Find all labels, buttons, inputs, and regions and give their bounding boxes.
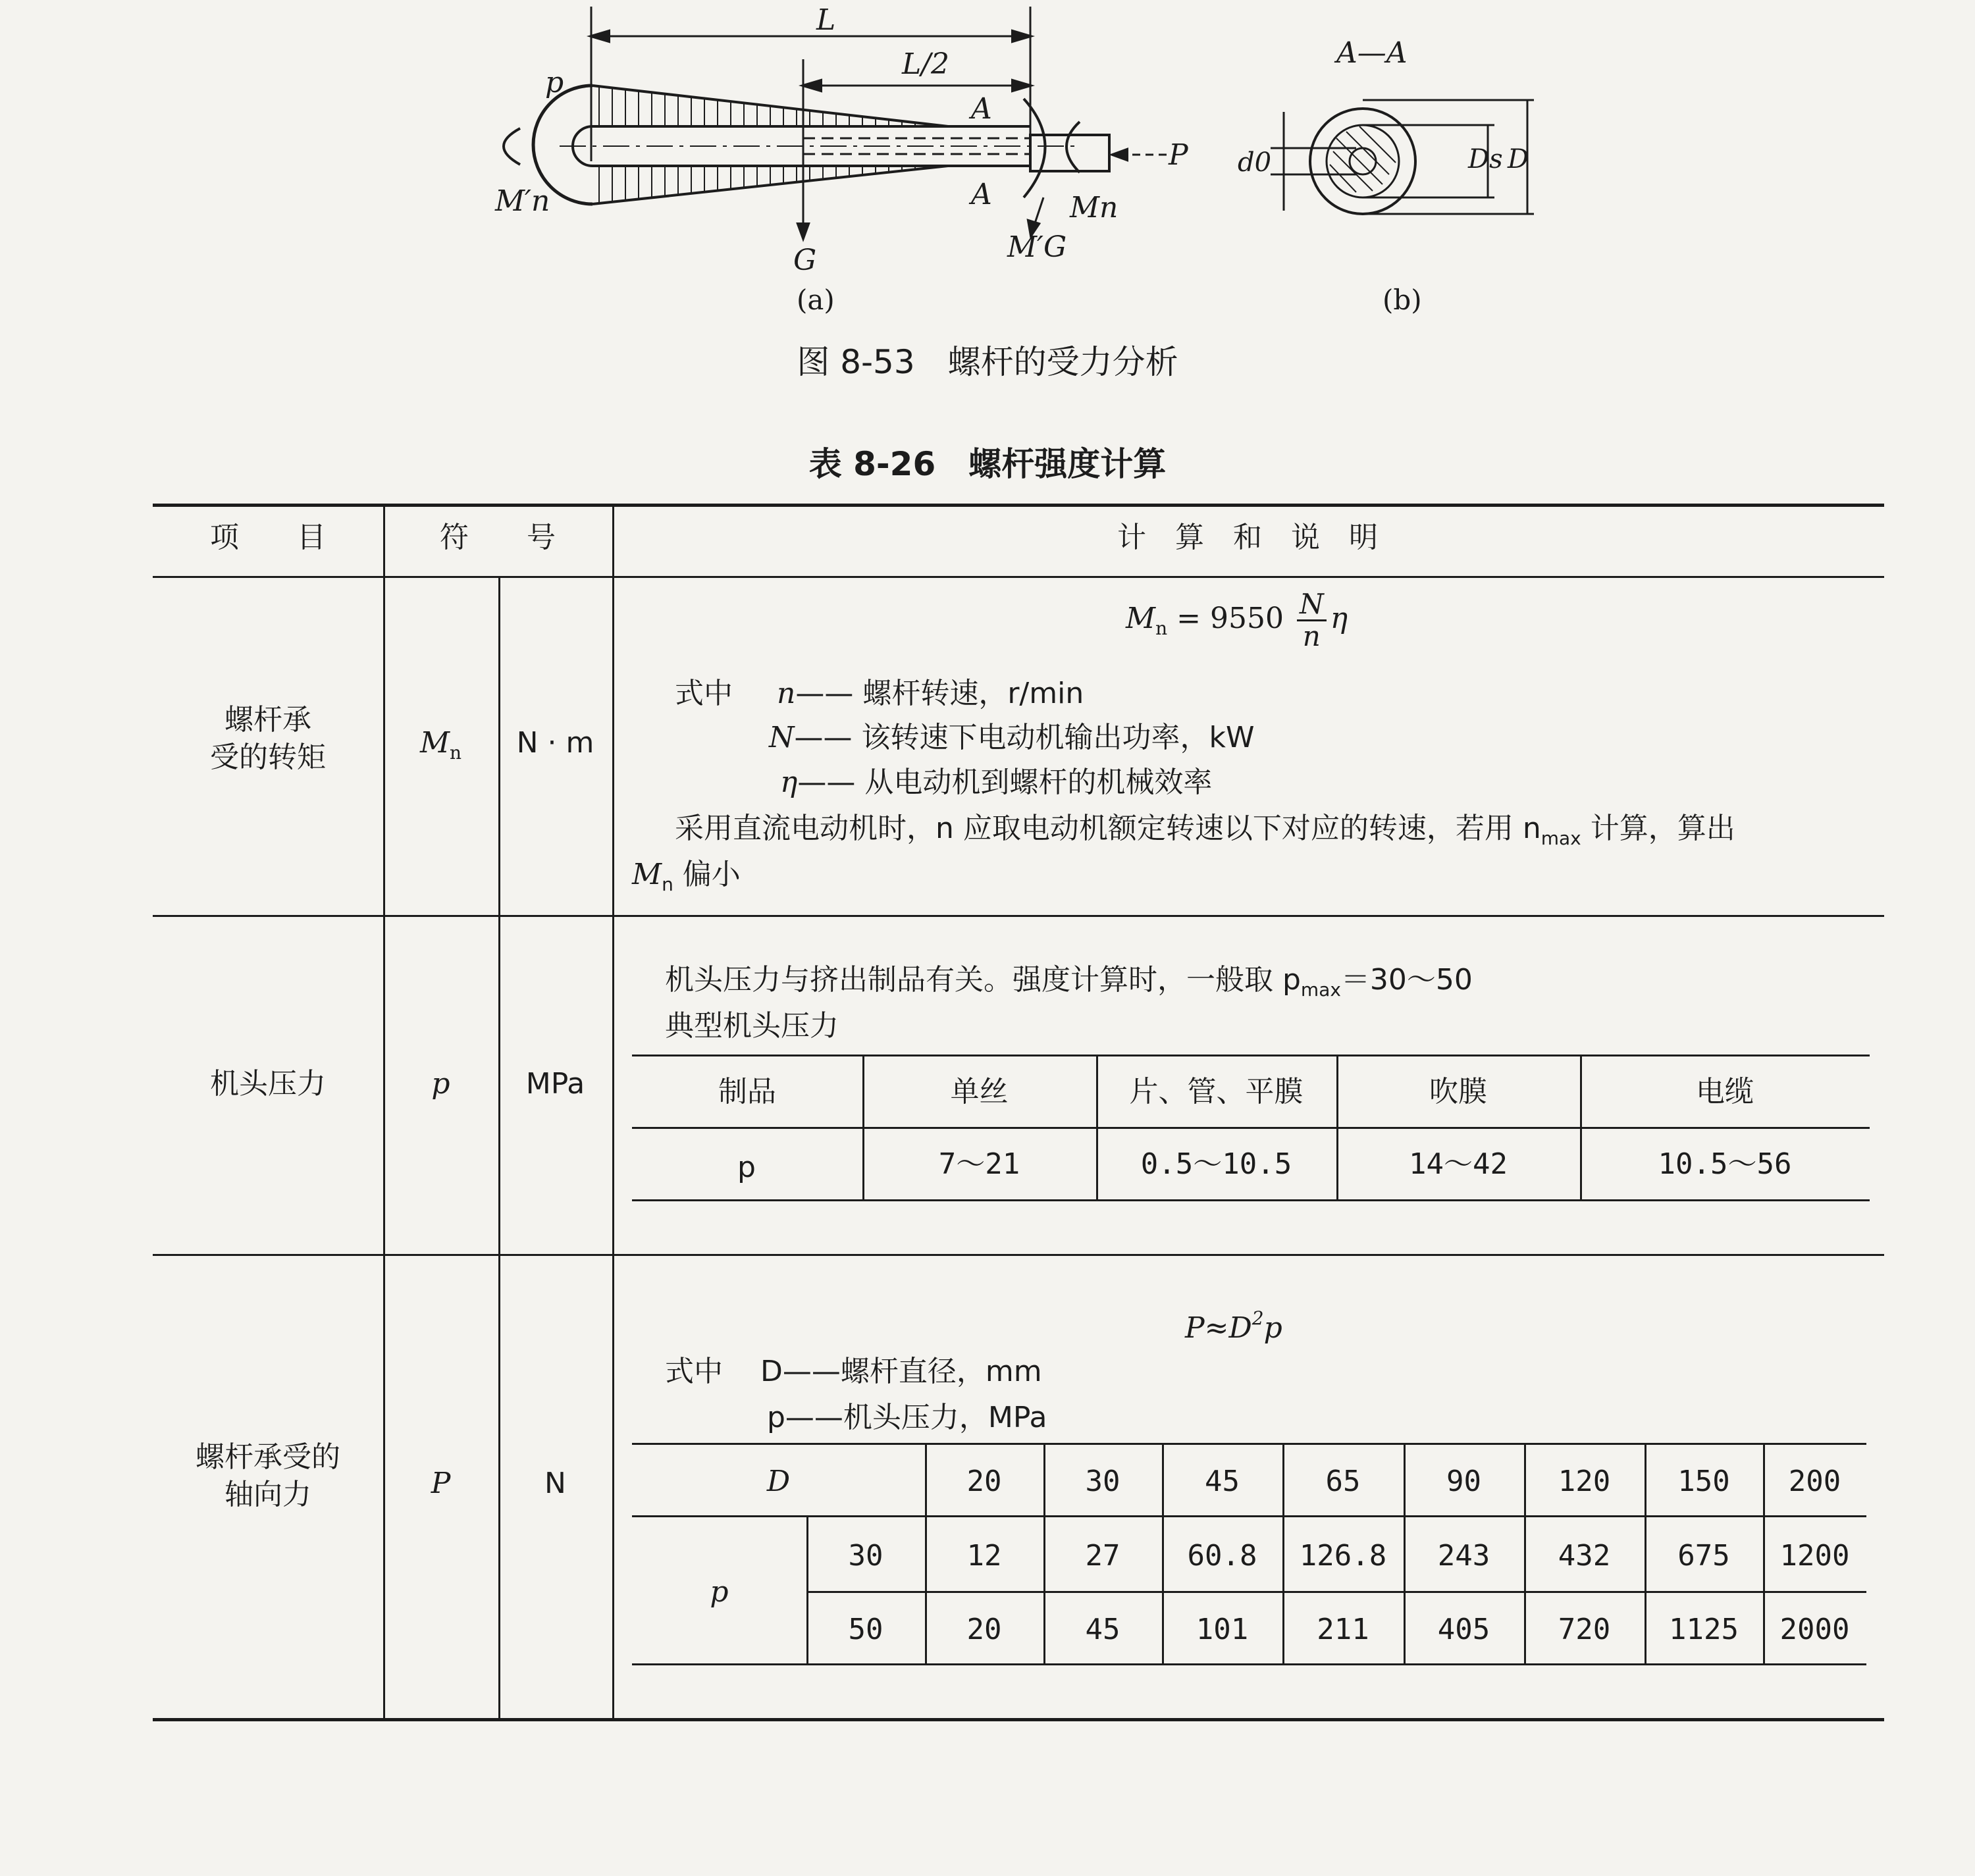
label-L-half: L/2: [902, 47, 950, 81]
note-part-b: 计算，算出: [1581, 812, 1735, 845]
row3-formula: [1185, 1307, 1282, 1347]
label-D: D: [1508, 144, 1529, 174]
axial-force-cell: 20: [966, 1613, 1002, 1646]
table-title: 表 8-26 螺杆强度计算: [808, 445, 1167, 483]
note-Mn-sub: n: [662, 873, 673, 895]
pressure-value-monofilament: 7～21: [938, 1147, 1020, 1181]
axial-p-label: p: [710, 1575, 729, 1609]
axial-force-cell: 27: [1085, 1539, 1120, 1573]
label-A-top: A: [971, 92, 992, 126]
row3-def2: p——机头压力，MPa: [767, 1401, 1047, 1434]
axial-force-cell: 211: [1317, 1613, 1369, 1646]
axial-p-value: 50: [848, 1613, 883, 1646]
def3-text: —— 从电动机到螺杆的机械效率: [797, 766, 1213, 799]
row2-item: 机头压力: [210, 1067, 326, 1101]
row1-symbol-main: M: [419, 726, 450, 760]
axial-D-value: 150: [1677, 1465, 1730, 1498]
axial-force-cell: 1125: [1669, 1613, 1739, 1646]
note-Mn: M: [632, 858, 662, 891]
pressure-header-cable: 电缆: [1696, 1075, 1754, 1108]
header-item: 项 目: [210, 521, 326, 554]
label-Mn-right: Mn: [1070, 191, 1119, 224]
row1-symbol: [383, 724, 498, 765]
row1-def3: [780, 764, 1212, 801]
row3-formula-main: P≈D: [1185, 1311, 1252, 1345]
row1-note-cont: [632, 856, 741, 897]
formula-denominator: n: [1302, 620, 1321, 653]
formula-Mn: M: [1126, 602, 1156, 636]
label-L: L: [816, 3, 836, 37]
def1-symbol: n: [777, 677, 796, 710]
row2-unit: MPa: [525, 1067, 585, 1101]
row1-def1: [777, 675, 1084, 712]
header-description: 计 算 和 说 明: [1117, 521, 1378, 554]
axial-D-value: 120: [1558, 1465, 1611, 1498]
note-sub: max: [1540, 827, 1581, 849]
axial-D-value: 90: [1446, 1465, 1481, 1498]
row2-line2: 典型机头压力: [665, 1009, 839, 1043]
axial-D-value: 45: [1205, 1465, 1240, 1498]
row1-item-line1: 螺杆承: [224, 703, 311, 737]
pressure-value-blown-film: 14～42: [1409, 1147, 1508, 1181]
row2-line1-b: ＝30～50: [1340, 963, 1473, 997]
axial-force-cell: 243: [1437, 1539, 1490, 1573]
header-symbol: 符 号: [440, 521, 556, 554]
row1-where: 式中: [675, 677, 733, 710]
row1-symbol-sub: n: [450, 742, 462, 764]
row1-note: [675, 810, 1880, 850]
axial-force-cell: 126.8: [1299, 1539, 1387, 1573]
row1-item-line2: 受的转矩: [210, 741, 326, 775]
pressure-header-monofilament: 单丝: [950, 1075, 1009, 1108]
row1-formula: [1126, 589, 1348, 652]
figure-caption: 图 8-53 螺杆的受力分析: [797, 343, 1178, 381]
axial-force-cell: 432: [1558, 1539, 1611, 1573]
pressure-header-sheet-pipe-film: 片、管、平膜: [1129, 1075, 1304, 1108]
formula-fraction: [1297, 589, 1327, 652]
axial-force-cell: 2000: [1779, 1613, 1850, 1646]
row3-unit: N: [544, 1467, 566, 1500]
note-part-a: 采用直流电动机时，n 应取电动机额定转速以下对应的转速，若用 n: [675, 812, 1541, 845]
label-Mn-left: M′n: [495, 184, 550, 218]
label-d0: d0: [1238, 147, 1272, 178]
pressure-header-blown-film: 吹膜: [1429, 1075, 1487, 1108]
axial-D-value: 30: [1085, 1465, 1120, 1498]
axial-D-value: 20: [966, 1465, 1002, 1498]
row2-line1-a: 机头压力与挤出制品有关。强度计算时，一般取 p: [665, 963, 1301, 997]
row3-symbol: P: [431, 1467, 451, 1500]
label-p: p: [545, 66, 564, 99]
formula-Mn-sub: n: [1155, 617, 1168, 640]
row2-symbol: p: [431, 1067, 450, 1101]
row3-item-line1: 螺杆承受的: [196, 1440, 340, 1474]
label-P: P: [1169, 138, 1188, 172]
axial-force-cell: 1200: [1779, 1539, 1850, 1573]
axial-D-value: 200: [1788, 1465, 1841, 1498]
label-A-bottom: A: [971, 178, 992, 211]
label-Ds: Ds: [1468, 144, 1503, 174]
axial-force-cell: 720: [1558, 1613, 1611, 1646]
row3-def1: D——螺杆直径，mm: [760, 1355, 1042, 1388]
formula-eta: η: [1330, 602, 1348, 636]
subfigure-b-label: (b): [1382, 284, 1422, 316]
subfigure-a-label: (a): [797, 284, 835, 316]
row1-def2: [769, 719, 1254, 756]
row3-formula-sup: 2: [1251, 1307, 1264, 1329]
axial-p-value: 30: [848, 1539, 883, 1573]
def1-text: —— 螺杆转速，r/min: [795, 677, 1084, 710]
pressure-value-cable: 10.5～56: [1658, 1147, 1792, 1181]
axial-D-label: D: [766, 1465, 791, 1498]
label-G: G: [793, 244, 817, 277]
row3-where: 式中: [665, 1355, 723, 1388]
row1-item: [153, 701, 383, 776]
def2-text: —— 该转速下电动机输出功率，kW: [794, 721, 1255, 754]
axial-force-cell: 675: [1677, 1539, 1730, 1573]
axial-force-cell: 101: [1196, 1613, 1249, 1646]
row3-item: [153, 1438, 383, 1513]
def2-symbol: N: [769, 721, 795, 754]
label-MG: M′G: [1007, 230, 1067, 264]
label-section: A—A: [1336, 36, 1408, 70]
force-analysis-figure: [0, 0, 1975, 342]
row3-formula-tail: p: [1263, 1311, 1282, 1345]
def3-symbol: η: [780, 766, 798, 799]
formula-numerator: N: [1297, 589, 1327, 621]
axial-force-cell: 405: [1437, 1613, 1490, 1646]
row3-item-line2: 轴向力: [224, 1478, 311, 1512]
row2-line1: [665, 961, 1473, 1002]
axial-force-cell: 60.8: [1187, 1539, 1257, 1573]
formula-eq: = 9550: [1176, 602, 1284, 636]
pressure-row-label: p: [737, 1151, 756, 1184]
pressure-header-product: 制品: [718, 1075, 776, 1108]
row1-unit: N · m: [516, 726, 594, 760]
axial-D-value: 65: [1325, 1465, 1361, 1498]
axial-force-cell: 45: [1085, 1613, 1120, 1646]
note-part-c: 偏小: [673, 858, 741, 891]
axial-force-cell: 12: [966, 1539, 1002, 1573]
row2-line1-sub: max: [1300, 979, 1341, 1001]
pressure-value-sheet-pipe-film: 0.5～10.5: [1140, 1147, 1292, 1181]
